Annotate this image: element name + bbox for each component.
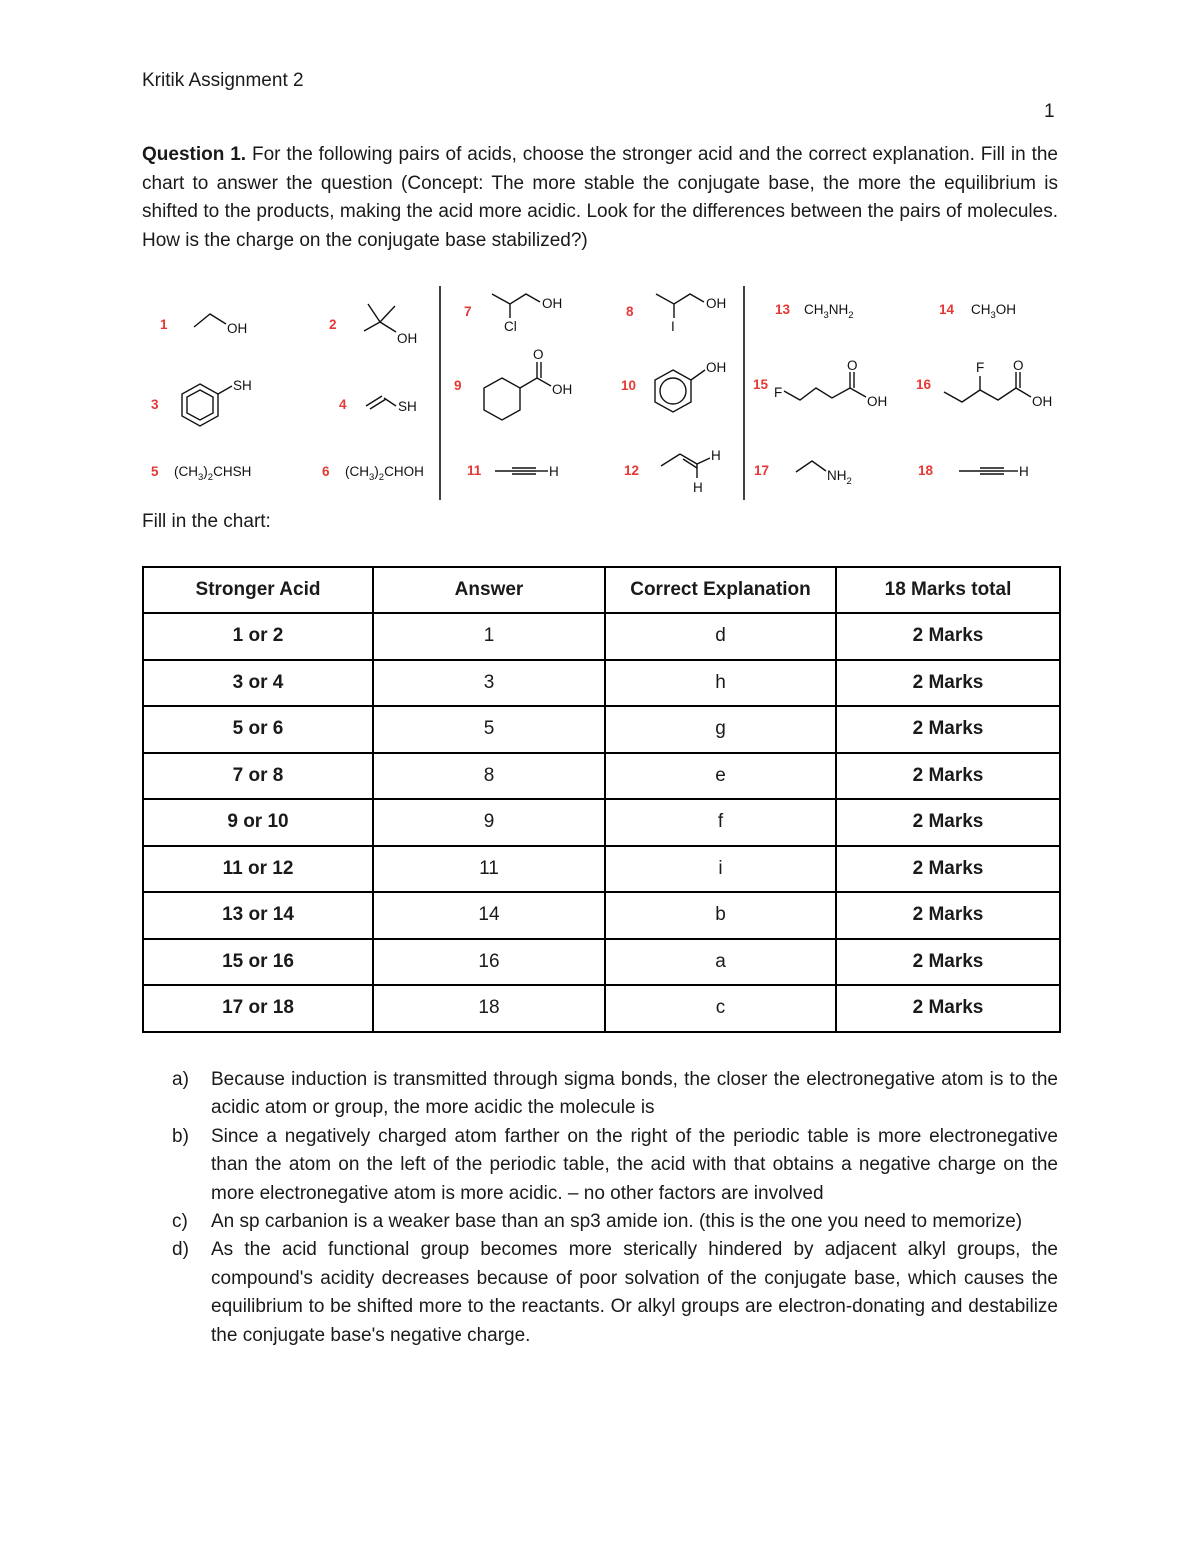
f-label: F [774,385,783,400]
molecule-number: 14 [939,302,955,317]
molecule-5-formula: $(CH_3)_2CHSH$ [174,464,252,483]
table-row [143,613,1060,660]
molecule-8-iodopropanol [656,294,726,334]
explanation-cell: i [605,846,836,893]
answer-cell: 1 [373,613,605,660]
marks-cell: 2 Marks [836,613,1060,660]
molecule-number: 1 [160,317,168,332]
pair-cell: 11 or 12 [143,846,373,893]
molecule-12-propene [661,448,721,495]
marks-cell: 2 Marks [836,846,1060,893]
answer-chart [142,566,1061,1033]
explanation-cell: h [605,660,836,707]
molecule-9-cyclohexanecarboxylic-acid [484,347,572,420]
answer-cell: 11 [373,846,605,893]
document-header-title: Kritik Assignment 2 [142,70,304,91]
sh-label: SH [398,399,417,414]
table-row [143,985,1060,1032]
molecule-6-formula: $(CH_3)_2CHOH$ [345,464,424,483]
oh-label: OH [706,360,727,375]
pair-cell: 1 or 2 [143,613,373,660]
h-label: H [693,480,703,495]
explanation-text: Since a negatively charged atom farther on the right of the periodic table is more electronegative than the atom on the left of the periodic table, the acid with that obtains a negative charge on the more electronegative atom is more acidic. – no other factors are involved [211,1125,1058,1204]
answer-cell: 14 [373,892,605,939]
answer-cell: 3 [373,660,605,707]
marks-cell: 2 Marks [836,706,1060,753]
explanation-text: An sp carbanion is a weaker base than an sp3 amide ion. (this is the one you need to memorize) [211,1211,1023,1233]
marks-cell: 2 Marks [836,799,1060,846]
explanation-cell: b [605,892,836,939]
molecule-10-phenol [655,360,726,412]
marks-cell: 2 Marks [836,985,1060,1032]
molecule-number: 5 [151,464,159,479]
oh-label: OH [542,296,563,311]
explanation-cell: f [605,799,836,846]
o-label: O [1013,358,1024,373]
molecule-2-tert-butanol [364,304,417,346]
fill-in-label: Fill in the chart: [142,511,271,532]
molecule-number: 8 [626,304,634,319]
table-row [143,846,1060,893]
molecule-18-propyne [959,464,1029,479]
molecule-11-propyne [495,464,559,479]
molecule-number: 11 [467,463,482,478]
molecule-number: 7 [464,304,472,319]
explanation-cell: g [605,706,836,753]
molecule-number: 4 [339,397,347,412]
table-row [143,799,1060,846]
molecule-17-ethylamine [796,461,852,487]
molecule-4-ethenethiol [366,396,417,414]
answer-cell: 5 [373,706,605,753]
list-item [172,1208,1058,1236]
molecule-number: 16 [916,377,932,392]
molecule-figure [140,282,1060,507]
o-label: O [533,347,544,362]
page-number: 1 [1044,101,1055,122]
explanation-letter: a) [172,1069,189,1090]
table-row [143,753,1060,800]
molecule-15-fluoropentanoic-acid [774,358,887,409]
sh-label: SH [233,378,252,393]
explanation-cell: c [605,985,836,1032]
pair-cell: 13 or 14 [143,892,373,939]
iodine-label: I [671,319,675,334]
marks-cell: 2 Marks [836,892,1060,939]
oh-label: OH [552,382,573,397]
h-label: H [711,448,721,463]
list-item [172,1066,1058,1123]
molecule-number: 18 [918,463,934,478]
table-row [143,660,1060,707]
explanation-cell: e [605,753,836,800]
o-label: O [847,358,858,373]
f-label: F [976,360,985,375]
molecule-1-ethanol [194,314,247,336]
molecule-structures [140,282,1060,507]
answer-cell: 18 [373,985,605,1032]
marks-cell: 2 Marks [836,753,1060,800]
question-body: For the following pairs of acids, choose the stronger acid and the correct explanation. Fill in the chart to answer the question (Concept: The more stable the conjugate base, the more the equilibrium is shifted to the products, making the acid more acidic. Look for the differences between the pairs of molecules. How is the charge on the conjugate base stabilized?) [142,144,1058,251]
pair-cell: 5 or 6 [143,706,373,753]
molecule-number: 12 [624,463,640,478]
explanation-text: Because induction is transmitted through sigma bonds, the closer the electronegative atom is to the acidic atom or group, the more acidic the molecule is [211,1069,1058,1119]
explanation-list [172,1066,1058,1350]
explanation-letter: d) [172,1239,189,1261]
oh-label: OH [1032,394,1053,409]
h-label: H [1019,464,1029,479]
oh-label: OH [706,296,727,311]
molecule-number: 2 [329,317,337,332]
pair-cell: 7 or 8 [143,753,373,800]
molecule-7-chloropropanol [492,294,562,334]
pair-cell: 17 or 18 [143,985,373,1032]
marks-cell: 2 Marks [836,939,1060,986]
molecule-number: 17 [754,463,770,478]
molecule-number: 13 [775,302,791,317]
header-correct-explanation: Correct Explanation [605,567,836,613]
marks-cell: 2 Marks [836,660,1060,707]
molecule-number: 6 [322,464,330,479]
explanation-text: As the acid functional group becomes more sterically hindered by adjacent alkyl groups, the compound's acidity decreases because of poor solvation of the conjugate base, which causes the equilibrium to be shifted more to the reactants. Or alkyl groups are electron-donating and destabilize the conjugate base's negative charge. [211,1239,1058,1346]
table-row [143,892,1060,939]
answer-cell: 16 [373,939,605,986]
answer-cell: 9 [373,799,605,846]
answer-cell: 8 [373,753,605,800]
explanation-letter: c) [172,1211,188,1233]
explanation-letter: b) [172,1125,189,1147]
molecule-number: 9 [454,378,462,393]
header-answer: Answer [373,567,605,613]
molecule-3-thiophenol [182,378,252,426]
question-text [142,141,1058,255]
header-marks-total: 18 Marks total [836,567,1060,613]
pair-cell: 3 or 4 [143,660,373,707]
list-item [172,1236,1058,1350]
molecule-number: 15 [753,377,769,392]
oh-label: OH [397,331,418,346]
oh-label: OH [867,394,888,409]
cl-label: Cl [504,319,517,334]
h-label: H [549,464,559,479]
molecule-number: 3 [151,397,159,412]
pair-cell: 15 or 16 [143,939,373,986]
nh2-label: $NH_2$ [827,468,852,487]
molecule-14-formula: $CH_3OH$ [971,302,1017,321]
header-stronger-acid: Stronger Acid [143,567,373,613]
molecule-16-fluoropentanoic-acid [944,358,1052,409]
table-row [143,939,1060,986]
table-row [143,706,1060,753]
explanation-cell: a [605,939,836,986]
oh-label: OH [227,321,248,336]
molecule-13-formula: $CH_3NH_2$ [804,302,854,321]
molecule-number: 10 [621,378,637,393]
list-item [172,1123,1058,1208]
explanation-cell: d [605,613,836,660]
chart-header-row [143,567,1060,613]
question-label: Question 1. [142,144,247,165]
pair-cell: 9 or 10 [143,799,373,846]
